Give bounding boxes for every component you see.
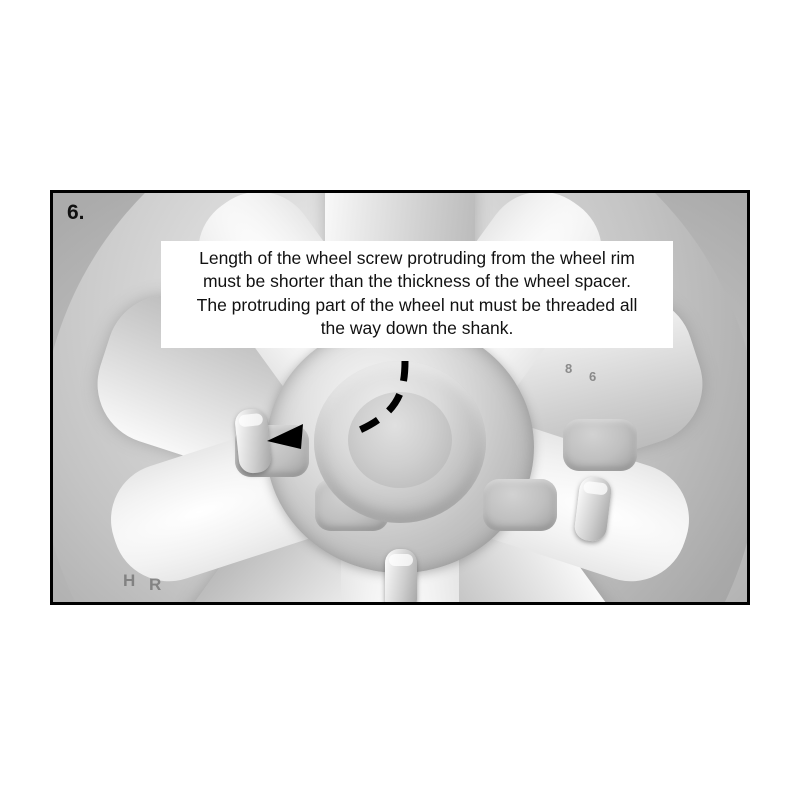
hub-center-bore [348, 392, 452, 488]
step-number: 6. [67, 201, 85, 224]
caption-line-4: the way down the shank. [320, 317, 514, 338]
caption-line-3: The protruding part of the wheel nut must be threaded all [196, 294, 638, 315]
lug-seat [483, 479, 557, 531]
lug-seat [563, 419, 637, 471]
emboss-mark-6: 6 [589, 369, 598, 384]
caption-line-1: Length of the wheel screw protruding from the wheel rim [199, 248, 635, 268]
figure-frame [50, 190, 750, 605]
wheel-stud [385, 549, 417, 602]
emboss-mark-h: H [123, 571, 137, 590]
caption-box [161, 241, 673, 348]
caption-line-2: must be shorter than the thickness of the wheel spacer. [202, 271, 631, 292]
emboss-mark-8: 8 [565, 361, 574, 376]
emboss-mark-r: R [149, 575, 163, 594]
